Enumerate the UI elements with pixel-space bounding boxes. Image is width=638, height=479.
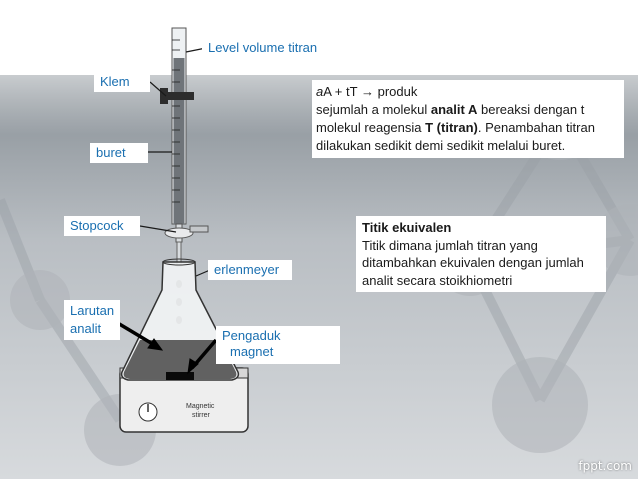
reaction-explanation bbox=[316, 101, 620, 155]
product: produk bbox=[377, 84, 418, 99]
label-larutan-line1: Larutan bbox=[70, 303, 115, 318]
coef-t: t bbox=[346, 84, 350, 99]
species-t: T bbox=[349, 84, 358, 99]
coef-a: a bbox=[316, 84, 324, 99]
label-pengaduk-line2: magnet bbox=[230, 344, 274, 359]
desc-bold-titran: T (titran) bbox=[425, 120, 478, 135]
equivalence-description bbox=[356, 216, 606, 292]
label-buret: buret bbox=[90, 143, 148, 163]
label-pengaduk-line1: Pengaduk bbox=[222, 328, 281, 343]
label-klem: Klem bbox=[94, 72, 150, 92]
equivalence-body: Titik dimana jumlah titran yang ditambahkan ekuivalen dengan jumlah analit secara stoikhiometri bbox=[362, 237, 584, 288]
label-level-volume-titran: Level volume titran bbox=[202, 38, 338, 58]
desc-part2: bereaksi dengan t molekul reagensia bbox=[316, 102, 585, 135]
species-a: A + bbox=[323, 84, 347, 99]
label-larutan-analit bbox=[64, 300, 120, 340]
reaction-description bbox=[312, 80, 624, 158]
desc-part1: sejumlah a molekul bbox=[316, 102, 431, 117]
buret-tube bbox=[172, 28, 186, 224]
desc-bold-analit: analit A bbox=[430, 102, 478, 117]
label-pengaduk-magnet bbox=[216, 326, 340, 364]
label-larutan-line2: analit bbox=[70, 321, 102, 336]
label-erlenmeyer: erlenmeyer bbox=[208, 260, 292, 280]
stirrer-label-line2: stirrer bbox=[192, 412, 210, 419]
label-stopcock: Stopcock bbox=[64, 216, 140, 236]
arrow-icon: → bbox=[360, 84, 374, 99]
desc-part3: . Penambahan titran dilakukan sedikit demi sedikit melalui buret. bbox=[316, 120, 595, 153]
watermark: fppt.com bbox=[578, 459, 632, 473]
stirrer-label-line1: Magnetic bbox=[186, 403, 215, 410]
reaction-equation bbox=[316, 83, 620, 101]
equivalence-title: Titik ekuivalen bbox=[362, 220, 452, 235]
